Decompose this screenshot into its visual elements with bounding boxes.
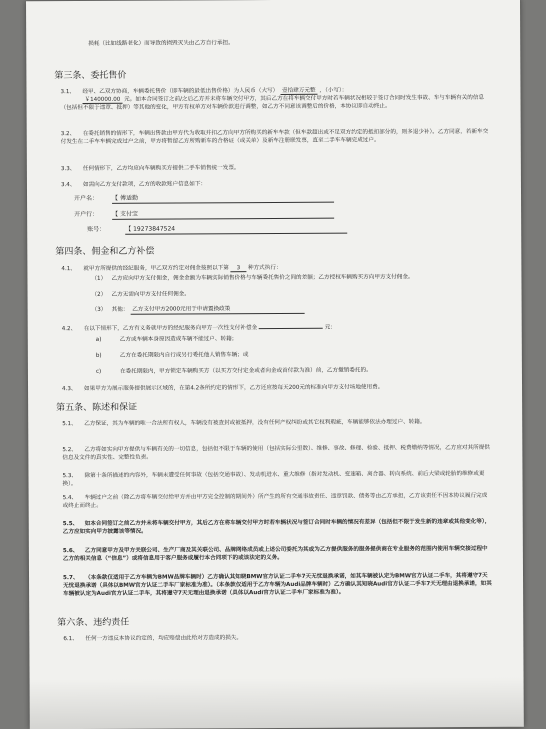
option-number: （2） (91, 291, 107, 298)
clause-5-6 (63, 545, 493, 563)
clause-text: 如需向乙方支付款项，乙方的收款账户信息如下： (82, 181, 207, 188)
clause-number: 5.3、 (62, 473, 78, 480)
clause-number: 5.7、 (63, 575, 79, 582)
clause-text: 元： (324, 324, 336, 331)
clause-text: 乙方将如实向甲方提供与车辆有关的一切信息，包括但不限于车辆的使用（包括实际公里数）、维修、事故、修理、检验、抵押、税费缴纳等情况，乙方应对其所提供信息及文件的真实性、完整性负责。 (62, 444, 490, 462)
option-1 (91, 273, 491, 283)
option-number: （1） (91, 275, 107, 282)
compensation-blank (259, 328, 323, 329)
contract-page (26, 0, 524, 729)
clause-5-3 (62, 470, 492, 488)
account-bank-value: 【 支付宝 (112, 210, 334, 220)
clause-3-4 (61, 179, 491, 189)
account-bank-label: 开户行： (74, 210, 99, 219)
option-text: 其他： (111, 306, 129, 313)
clause-text: （本条款仅适用于乙方车辆为BMW品牌车辆时）乙方确认其知晓BMW官方认证二手车7天无忧退换承诺，如其车辆被认定为BMW官方认证二手车，其将遵守7天无忧退换承诺（具体以BMW官方认证二手车厂家标准为准）。（本条款仅适用于乙方车辆为Audi品牌车辆时）乙方确认其知晓Audi官方认证二手车7天无理由退换承诺，如其车辆被认定为Audi官方认证二手车，其将遵守7天无理由退换承诺（具体以Audi官方认证二手车厂家标准为准）。 (63, 572, 492, 598)
item-a (96, 334, 496, 344)
account-number-value: 【 19273847524 (125, 225, 347, 235)
clause-4-3 (62, 383, 492, 393)
item-c (96, 366, 496, 376)
clause-text: 除第十条所描述的内容外，车辆未遭受任何事故（包括交通事故）、发动机进水、重大维修（指对发动机、变速箱、离合器、转向系统、前后大梁或轮胎的维修或更换）。 (62, 470, 485, 488)
clause-number: 6.1、 (63, 636, 78, 643)
item-b (96, 350, 496, 360)
section-6-title: 第六条、违约责任 (57, 617, 130, 629)
selected-option: 3 (231, 265, 247, 272)
clause-number: 3.3、 (60, 166, 76, 173)
clause-text: 在以下情形下，乙方有义务就甲方的经纪服务向甲方一次性支付补偿金 (83, 325, 258, 332)
clause-4-2 (62, 323, 492, 333)
clause-text: 种方式执行： (247, 264, 282, 272)
clause-4-1 (61, 263, 491, 273)
clause-text: 在委托销售的情形下，车辆出售款由甲方代为收取并扣乙方向甲方所购买的新车车款（但车款超出或不足双方约定的抵扣部分的，则多退少补）。乙方同意，若新车交付发生在二手车车辆完成过户之前，甲方将暂留乙方所购新车的合格证（或关单）及新车注册联发票，直至二手车车辆完成过户。 (60, 128, 489, 146)
clause-6-1 (63, 633, 493, 643)
clause-5-4 (63, 492, 493, 510)
clause-text: 经甲、乙双方协商，车辆委托售价（即车辆的最低出售价格）为人民币（大写） (82, 87, 279, 95)
item-letter: b) (95, 352, 102, 359)
section-5-title: 第五条、陈述和保证 (56, 402, 138, 414)
clause-text: 如本合同签订之前乙方并未将车辆交付甲方，其后乙方在将车辆交付甲方时若车辆状况与签订合同时车辆的情况有差异（包括但不限于发生新的违章或其他变化等），乙方应如实向甲方披露该等情况。 (62, 518, 491, 536)
item-text: 乙方在委托期限内自行或另行委托他人销售车辆；或 (119, 352, 249, 359)
clause-number: 5.5、 (62, 521, 79, 528)
option-text: 乙方应向甲方支付佣金，佣金金额为车辆实际销售价格与车辆委托售价之间的差额；乙方授权车辆购买方向甲方支付佣金。 (111, 274, 414, 282)
account-bank-row (74, 210, 334, 220)
clause-text: 就甲方所提供的经纪服务，甲乙双方约定对佣金按照以下第 (83, 265, 229, 272)
item-letter: c) (95, 368, 102, 375)
clause-number: 5.4、 (62, 495, 78, 502)
clause-text: 乙方保证，其为车辆的唯一合法所有权人，车辆没有被查封或被抵押，没有任何产权纠纷或其它权利瑕疵，车辆能够依法办理过户、转籍。 (84, 419, 426, 427)
item-text: 乙方或车辆本身原因造成车辆不能过户、转籍； (119, 336, 238, 343)
option-3 (92, 304, 492, 315)
clause-text: 车辆过户之前（除乙方将车辆交付给甲方并由甲方完全控制的期间外）所产生的所有交通事故责任、违章罚款、债务等由乙方承担，乙方该责任不因本协议履行完成或终止而终止。 (62, 492, 488, 510)
account-number-label: 账号： (87, 225, 106, 233)
account-name-label: 开户名： (74, 194, 99, 203)
option-3-filled-text: 乙方支付甲方2000元用于申请置换政策 (130, 305, 304, 315)
clause-number: 5.1、 (62, 421, 77, 428)
section-3-title: 第三条、委托售价 (54, 70, 127, 82)
clause-5-7 (63, 572, 493, 598)
clause-text: 元。如本合同签订之前/之后乙方并未将车辆交付甲方，其后乙方在将车辆交付甲方时若车辆状况相较于签订合同时发生事故、车与车辆有关的信息（包括但不限于违章、抵押）等其他的变化，甲方有权单方对车辆价款进行调整，如乙方不同意该调整后的价格，本协议即自动终止。 (60, 94, 485, 112)
clause-number: 3.2、 (60, 131, 76, 138)
option-text: 乙方无需向甲方支付任何佣金。 (111, 291, 190, 298)
item-text: 在委托期限内，甲方锁定车辆购买方（以买方交付定金或者向金或首付款为准）前，乙方撤销委托的。 (119, 367, 372, 375)
clause-3-1 (60, 86, 490, 112)
section-4-title: 第四条、佣金和乙方补偿 (55, 246, 155, 258)
clause-number: 3.1、 (60, 89, 75, 96)
clause-text: ，（小写）： (319, 87, 348, 94)
clause-text: 任何情形下，乙方均应向车辆购买方提供二手车销售统一发票。 (82, 165, 240, 172)
account-name-value: 【 傅适勤 (112, 194, 334, 204)
clause-number: 5.6、 (62, 548, 79, 555)
clause-text: 乙方同意甲方及甲方关联公司、生产厂商及其关联公司、品牌网络成员或上述公司委托为其或为乙方提供服务的服务提供商在专业服务的范围内使用车辆交接过程中乙方的相关信息（“信息”）或将信息用于客户服务或履行本合同项下的或该法定的义务。 (62, 545, 488, 563)
clause-number: 4.3、 (62, 386, 77, 393)
account-number-row (87, 225, 347, 235)
clause-5-2 (62, 444, 492, 462)
account-name-row (74, 194, 334, 204)
clause-number: 4.1、 (61, 266, 76, 273)
clause-3-2 (61, 128, 491, 146)
clause-number: 4.2、 (61, 326, 77, 333)
clause-number: 5.2、 (62, 447, 77, 454)
amount-in-words: 壹拾肆万元整 (280, 88, 318, 95)
item-letter: a) (95, 336, 102, 343)
clause-number: 3.4、 (60, 182, 76, 189)
option-number: （3） (91, 306, 107, 313)
clause-5-5 (63, 518, 493, 536)
clause-5-1 (62, 418, 492, 428)
option-2 (92, 289, 492, 299)
amount-in-figures: ￥140000.00 (83, 97, 123, 104)
clause-text: 任何一方违反本协议约定的，均应赔偿由此给对方造成的损失。 (85, 635, 242, 642)
clause-3-3 (61, 163, 491, 173)
clause-text: 如果甲方为展示服务提供展示区域的，在第4.2条所约定的情形下，乙方还应按每天200元的标准向甲方支付场地使用费。 (84, 384, 384, 392)
top-line: 损耗（比如线路老化）而导致的损毁灭失由乙方自行承担。 (88, 40, 234, 47)
